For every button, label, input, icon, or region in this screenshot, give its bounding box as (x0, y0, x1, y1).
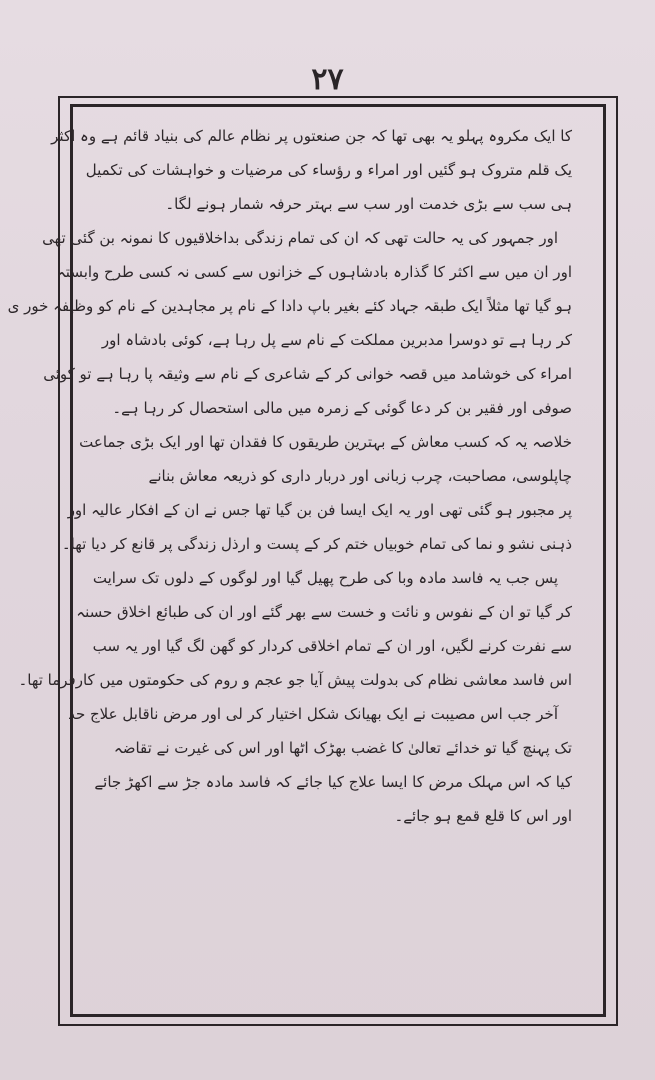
text-line: چاپلوسی، مصاحبت، چرب زبانی اور دربار داری کو ذریعہ معاش بنانے (148, 467, 572, 485)
text-line: امراء کی خوشامد میں قصہ خوانی کر کے شاعری کے نام سے وثیقہ پا رہا ہے تو کوئی (43, 365, 572, 383)
text-line: پر مجبور ہو گئی تھی اور یہ ایک ایسا فن بن گیا تھا جس نے ان کے افکار عالیہ اور (67, 501, 572, 519)
text-line: سے نفرت کرنے لگیں، اور ان کے تمام اخلاقی کردار کو گھن لگ گیا اور یہ سب (92, 637, 572, 655)
text-line: تک پہنچ گیا تو خدائے تعالیٰ کا غضب بھڑک اٹھا اور اس کی غیرت نے تقاضہ (113, 739, 572, 757)
text-line: کا ایک مکروہ پہلو یہ بھی تھا کہ جن صنعتوں پر نظام عالم کی بنیاد قائم ہے وہ اکثر (51, 127, 572, 145)
text-line: خلاصہ یہ کہ کسب معاش کے بہترین طریقوں کا فقدان تھا اور ایک بڑی جماعت (79, 433, 572, 451)
text-line: ہی سب سے بڑی خدمت اور سب سے بہتر حرفہ شمار ہونے لگا۔ (165, 195, 572, 213)
text-line: اس فاسد معاشی نظام کی بدولت پیش آیا جو عجم و روم کی حکومتوں میں کارفرما تھا۔ (18, 671, 572, 689)
text-line: اور جمہور کی یہ حالت تھی کہ ان کی تمام زندگی بداخلاقیوں کا نمونہ بن گئی تھی (42, 229, 558, 247)
text-line: اور اس کا قلع قمع ہو جائے۔ (394, 807, 572, 825)
text-line: آخر جب اس مصیبت نے ایک بھیانک شکل اختیار کر لی اور مرض ناقابل علاج حد (68, 705, 558, 723)
text-line: صوفی اور فقیر بن کر دعا گوئی کے زمرہ میں مالی استحصال کر رہا ہے۔ (112, 399, 572, 417)
text-line: کیا کہ اس مہلک مرض کا ایسا علاج کیا جائے کہ فاسد مادہ جڑ سے اکھڑ جائے (94, 773, 572, 791)
text-line: اور ان میں سے اکثر کا گذارہ بادشاہوں کے خزانوں سے کسی نہ کسی طرح وابستہ (57, 263, 572, 281)
text-line: ذہنی نشو و نما کی تمام خوبیاں ختم کر کے پست و ارذل زندگی پر قانع کر دیا تھا۔ (61, 535, 572, 553)
urdu-text-body (7, 112, 572, 826)
page-number: ۲۷ (311, 62, 344, 97)
text-line: ہو گیا تھا مثلاً ایک طبقہ جہاد کئے بغیر باپ دادا کے نام پر مجاہدین کے نام کو وظیفہ خور ی (7, 297, 572, 315)
text-line: یک قلم متروک ہو گئیں اور امراء و رؤساء کی مرضیات و خواہشات کی تکمیل (85, 161, 572, 179)
text-line: پس جب یہ فاسد مادہ وبا کی طرح پھیل گیا اور لوگوں کے دلوں تک سرایت (92, 569, 558, 587)
text-line: کر رہا ہے تو دوسرا مدبرین مملکت کے نام سے پل رہا ہے، کوئی بادشاہ اور (101, 331, 572, 349)
text-line: کر گیا تو ان کے نفوس و نائت و خست سے بھر گئے اور ان کی طبائع اخلاق حسنہ (76, 603, 572, 621)
